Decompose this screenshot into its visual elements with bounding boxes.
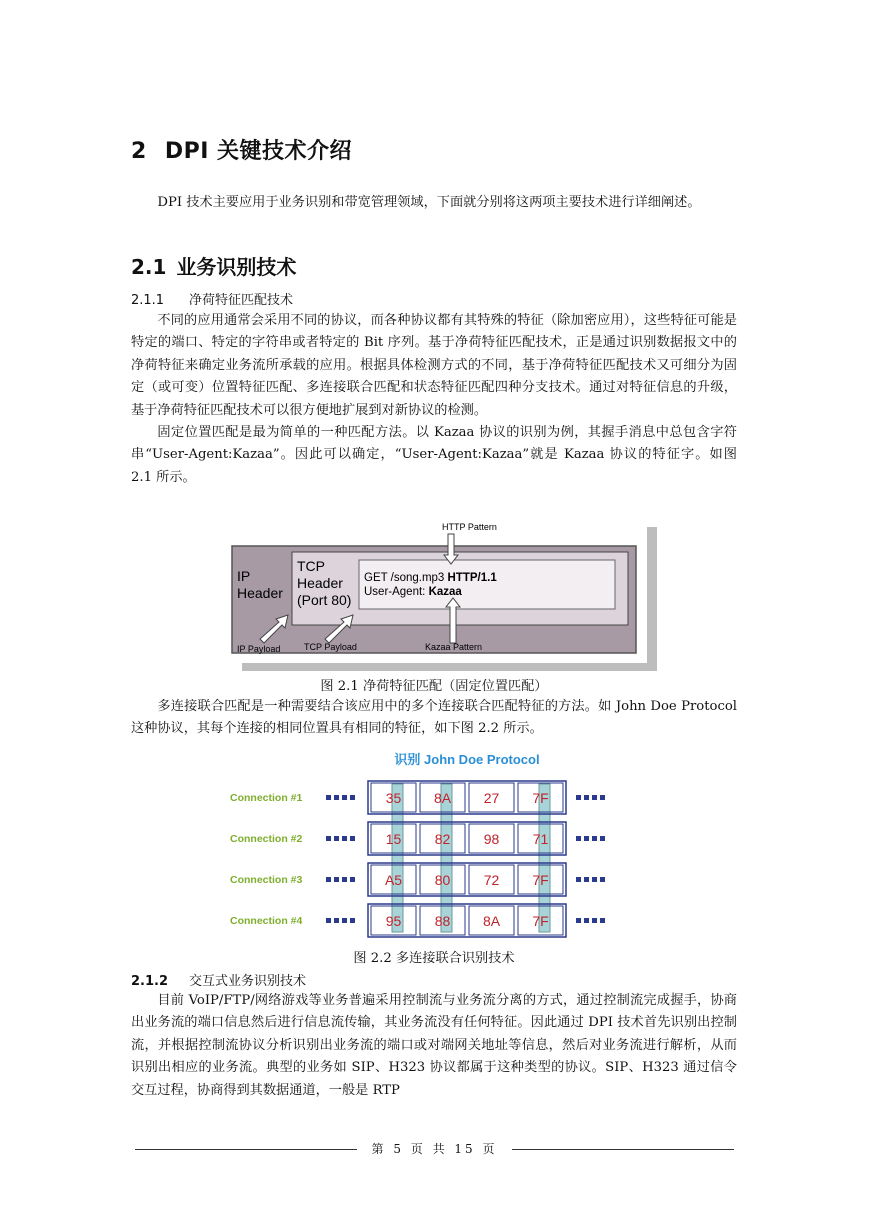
figure-2-1 xyxy=(220,515,660,675)
subsubsection-title: 交互式业务识别技术 xyxy=(189,974,307,989)
subsubsection-number: 2.1.2 xyxy=(131,974,169,989)
section-heading xyxy=(131,134,352,165)
paragraph-text: 固定位置匹配是最为简单的一种匹配方法。以 Kazaa 协议的识别为例，其握手消息中总包含字符串“User-Agent:Kazaa”。因此可以确定，“User-Agent:Kazaa”就是 Kazaa 协议的特征字。如图 2.1 所示。 xyxy=(131,425,737,485)
payload-line-1 xyxy=(364,572,497,584)
subsubsection-number: 2.1.1 xyxy=(131,293,165,308)
ellipsis-dot-icon xyxy=(592,877,597,882)
subsubsection-title: 净荷特征匹配技术 xyxy=(189,293,294,308)
payload-line-2 xyxy=(364,586,462,598)
body-paragraph-1 xyxy=(131,310,737,489)
byte-value: 88 xyxy=(434,913,451,929)
ellipsis-dot-icon xyxy=(600,918,605,923)
figure-2-1-caption: 图 2.1 净荷特征匹配（固定位置匹配） xyxy=(320,679,548,694)
ellipsis-dot-icon xyxy=(576,795,581,800)
ellipsis-dot-icon xyxy=(592,918,597,923)
figure-2-2-diagram xyxy=(0,748,869,940)
ellipsis-dot-icon xyxy=(342,795,347,800)
pattern-highlight xyxy=(539,784,550,932)
shadow-bottom xyxy=(242,663,657,671)
tcp-header-label: TCP xyxy=(297,558,325,574)
byte-value: 82 xyxy=(434,831,451,847)
intro-paragraph xyxy=(131,192,737,214)
ellipsis-dot-icon xyxy=(342,836,347,841)
byte-value: 7F xyxy=(532,790,549,806)
payload-box xyxy=(359,560,615,609)
byte-value: 71 xyxy=(532,831,549,847)
ip-header-label: Header xyxy=(237,585,283,601)
ellipsis-dot-icon xyxy=(592,836,597,841)
ellipsis-dot-icon xyxy=(326,795,331,800)
tcp-header-label: Header xyxy=(297,575,343,591)
byte-value: 72 xyxy=(483,872,500,888)
byte-value: 8A xyxy=(433,790,452,806)
byte-value: 8A xyxy=(482,913,501,929)
ellipsis-dot-icon xyxy=(592,795,597,800)
section-number: 2 xyxy=(131,139,147,164)
ellipsis-dot-icon xyxy=(350,795,355,800)
connection-label: Connection #4 xyxy=(230,915,303,927)
http-pattern-label: HTTP Pattern xyxy=(442,522,497,532)
byte-value: 27 xyxy=(483,790,500,806)
payload-line-2-bold: Kazaa xyxy=(428,586,462,598)
ellipsis-dot-icon xyxy=(342,877,347,882)
ellipsis-dot-icon xyxy=(334,877,339,882)
ellipsis-dot-icon xyxy=(600,877,605,882)
paragraph-text: 不同的应用通常会采用不同的协议，而各种协议都有其特殊的特征（除加密应用），这些特征可能是特定的端口、特定的字符串或者特定的 Bit 序列。基于净荷特征匹配技术，正是通过识别数据报文中的净荷特征来确定业务流所承载的应用。根据具体检测方式的不同，基于净荷特征匹配技术又可细分为固定（或可变）位置特征匹配、多连接联合匹配和状态特征匹配四种分支技术。通过对特征信息的升级，基于净荷特征匹配技术可以很方便地扩展到对新协议的检测。 xyxy=(131,313,737,418)
byte-value: A5 xyxy=(384,872,403,888)
byte-value: 35 xyxy=(385,790,402,806)
payload-line-1-bold: HTTP/1.1 xyxy=(447,572,497,584)
tcp-payload-label: TCP Payload xyxy=(304,642,357,652)
figure-2-2-title: 识别 John Doe Protocol xyxy=(394,752,540,767)
subsubsection-heading-1 xyxy=(131,289,293,308)
ellipsis-dot-icon xyxy=(576,836,581,841)
connection-label: Connection #3 xyxy=(230,874,303,886)
ellipsis-dot-icon xyxy=(350,877,355,882)
ellipsis-dot-icon xyxy=(342,918,347,923)
payload-line-2-prefix: User-Agent: xyxy=(364,586,429,598)
subsection-number: 2.1 xyxy=(131,255,167,279)
ellipsis-dot-icon xyxy=(584,836,589,841)
ellipsis-dot-icon xyxy=(576,877,581,882)
ellipsis-dot-icon xyxy=(600,836,605,841)
ellipsis-dot-icon xyxy=(350,836,355,841)
ellipsis-dot-icon xyxy=(326,836,331,841)
connection-label: Connection #1 xyxy=(230,792,303,804)
ellipsis-dot-icon xyxy=(584,795,589,800)
figure-2-2 xyxy=(0,748,869,940)
body-paragraph-3 xyxy=(131,696,737,741)
ellipsis-dot-icon xyxy=(600,795,605,800)
paragraph-text: 目前 VoIP/FTP/网络游戏等业务普遍采用控制流与业务流分离的方式，通过控制流完成握手，协商出业务流的端口信息然后进行信息流传输，其业务流没有任何特征。因此通过 DPI 技术首先识别出控制流，并根据控制流协议分析识别出业务流的端口或对端网关地址等信息，然后对业务流进行解析，从而识别出相应的业务流。典型的业务如 SIP、H323 协议都属于这种类型的协议。SIP、H323 通过信令交互过程，协商得到其数据通道，一般是 RTP xyxy=(131,993,737,1098)
subsection-title: 业务识别技术 xyxy=(176,255,297,279)
figure-2-2-caption: 图 2.2 多连接联合识别技术 xyxy=(353,951,515,966)
byte-value: 98 xyxy=(483,831,500,847)
byte-value: 15 xyxy=(385,831,402,847)
byte-value: 7F xyxy=(532,872,549,888)
section-title: DPI 关键技术介绍 xyxy=(164,139,353,164)
kazaa-pattern-label: Kazaa Pattern xyxy=(425,642,483,652)
byte-value: 95 xyxy=(385,913,402,929)
ip-payload-label: IP Payload xyxy=(237,644,281,654)
ellipsis-dot-icon xyxy=(334,836,339,841)
ellipsis-dot-icon xyxy=(334,795,339,800)
ellipsis-dot-icon xyxy=(326,918,331,923)
ip-header-label: IP xyxy=(237,568,251,584)
byte-value: 80 xyxy=(434,872,451,888)
intro-text: DPI 技术主要应用于业务识别和带宽管理领域，下面就分别将这两项主要技术进行详细阐述。 xyxy=(157,195,701,210)
ellipsis-dot-icon xyxy=(584,918,589,923)
connection-label: Connection #2 xyxy=(230,833,303,845)
tcp-header-label: (Port 80) xyxy=(297,592,352,608)
byte-value: 7F xyxy=(532,913,549,929)
paragraph-text: 多连接联合匹配是一种需要结合该应用中的多个连接联合匹配特征的方法。如 John Doe Protocol 这种协议，其每个连接的相同位置具有相同的特征，如下图 2.2 所示。 xyxy=(131,699,737,737)
body-paragraph-4 xyxy=(131,990,737,1102)
pattern-highlight xyxy=(392,784,403,932)
subsubsection-heading-2 xyxy=(131,970,306,989)
ellipsis-dot-icon xyxy=(576,918,581,923)
ellipsis-dot-icon xyxy=(334,918,339,923)
ellipsis-dot-icon xyxy=(584,877,589,882)
payload-line-1-prefix: GET /song.mp3 xyxy=(364,572,448,584)
shadow-right xyxy=(647,527,657,671)
ellipsis-dot-icon xyxy=(326,877,331,882)
page-number: 第 5 页 共 15 页 xyxy=(371,1142,498,1156)
subsection-heading xyxy=(131,251,296,280)
ellipsis-dot-icon xyxy=(350,918,355,923)
pattern-highlight xyxy=(441,784,452,932)
